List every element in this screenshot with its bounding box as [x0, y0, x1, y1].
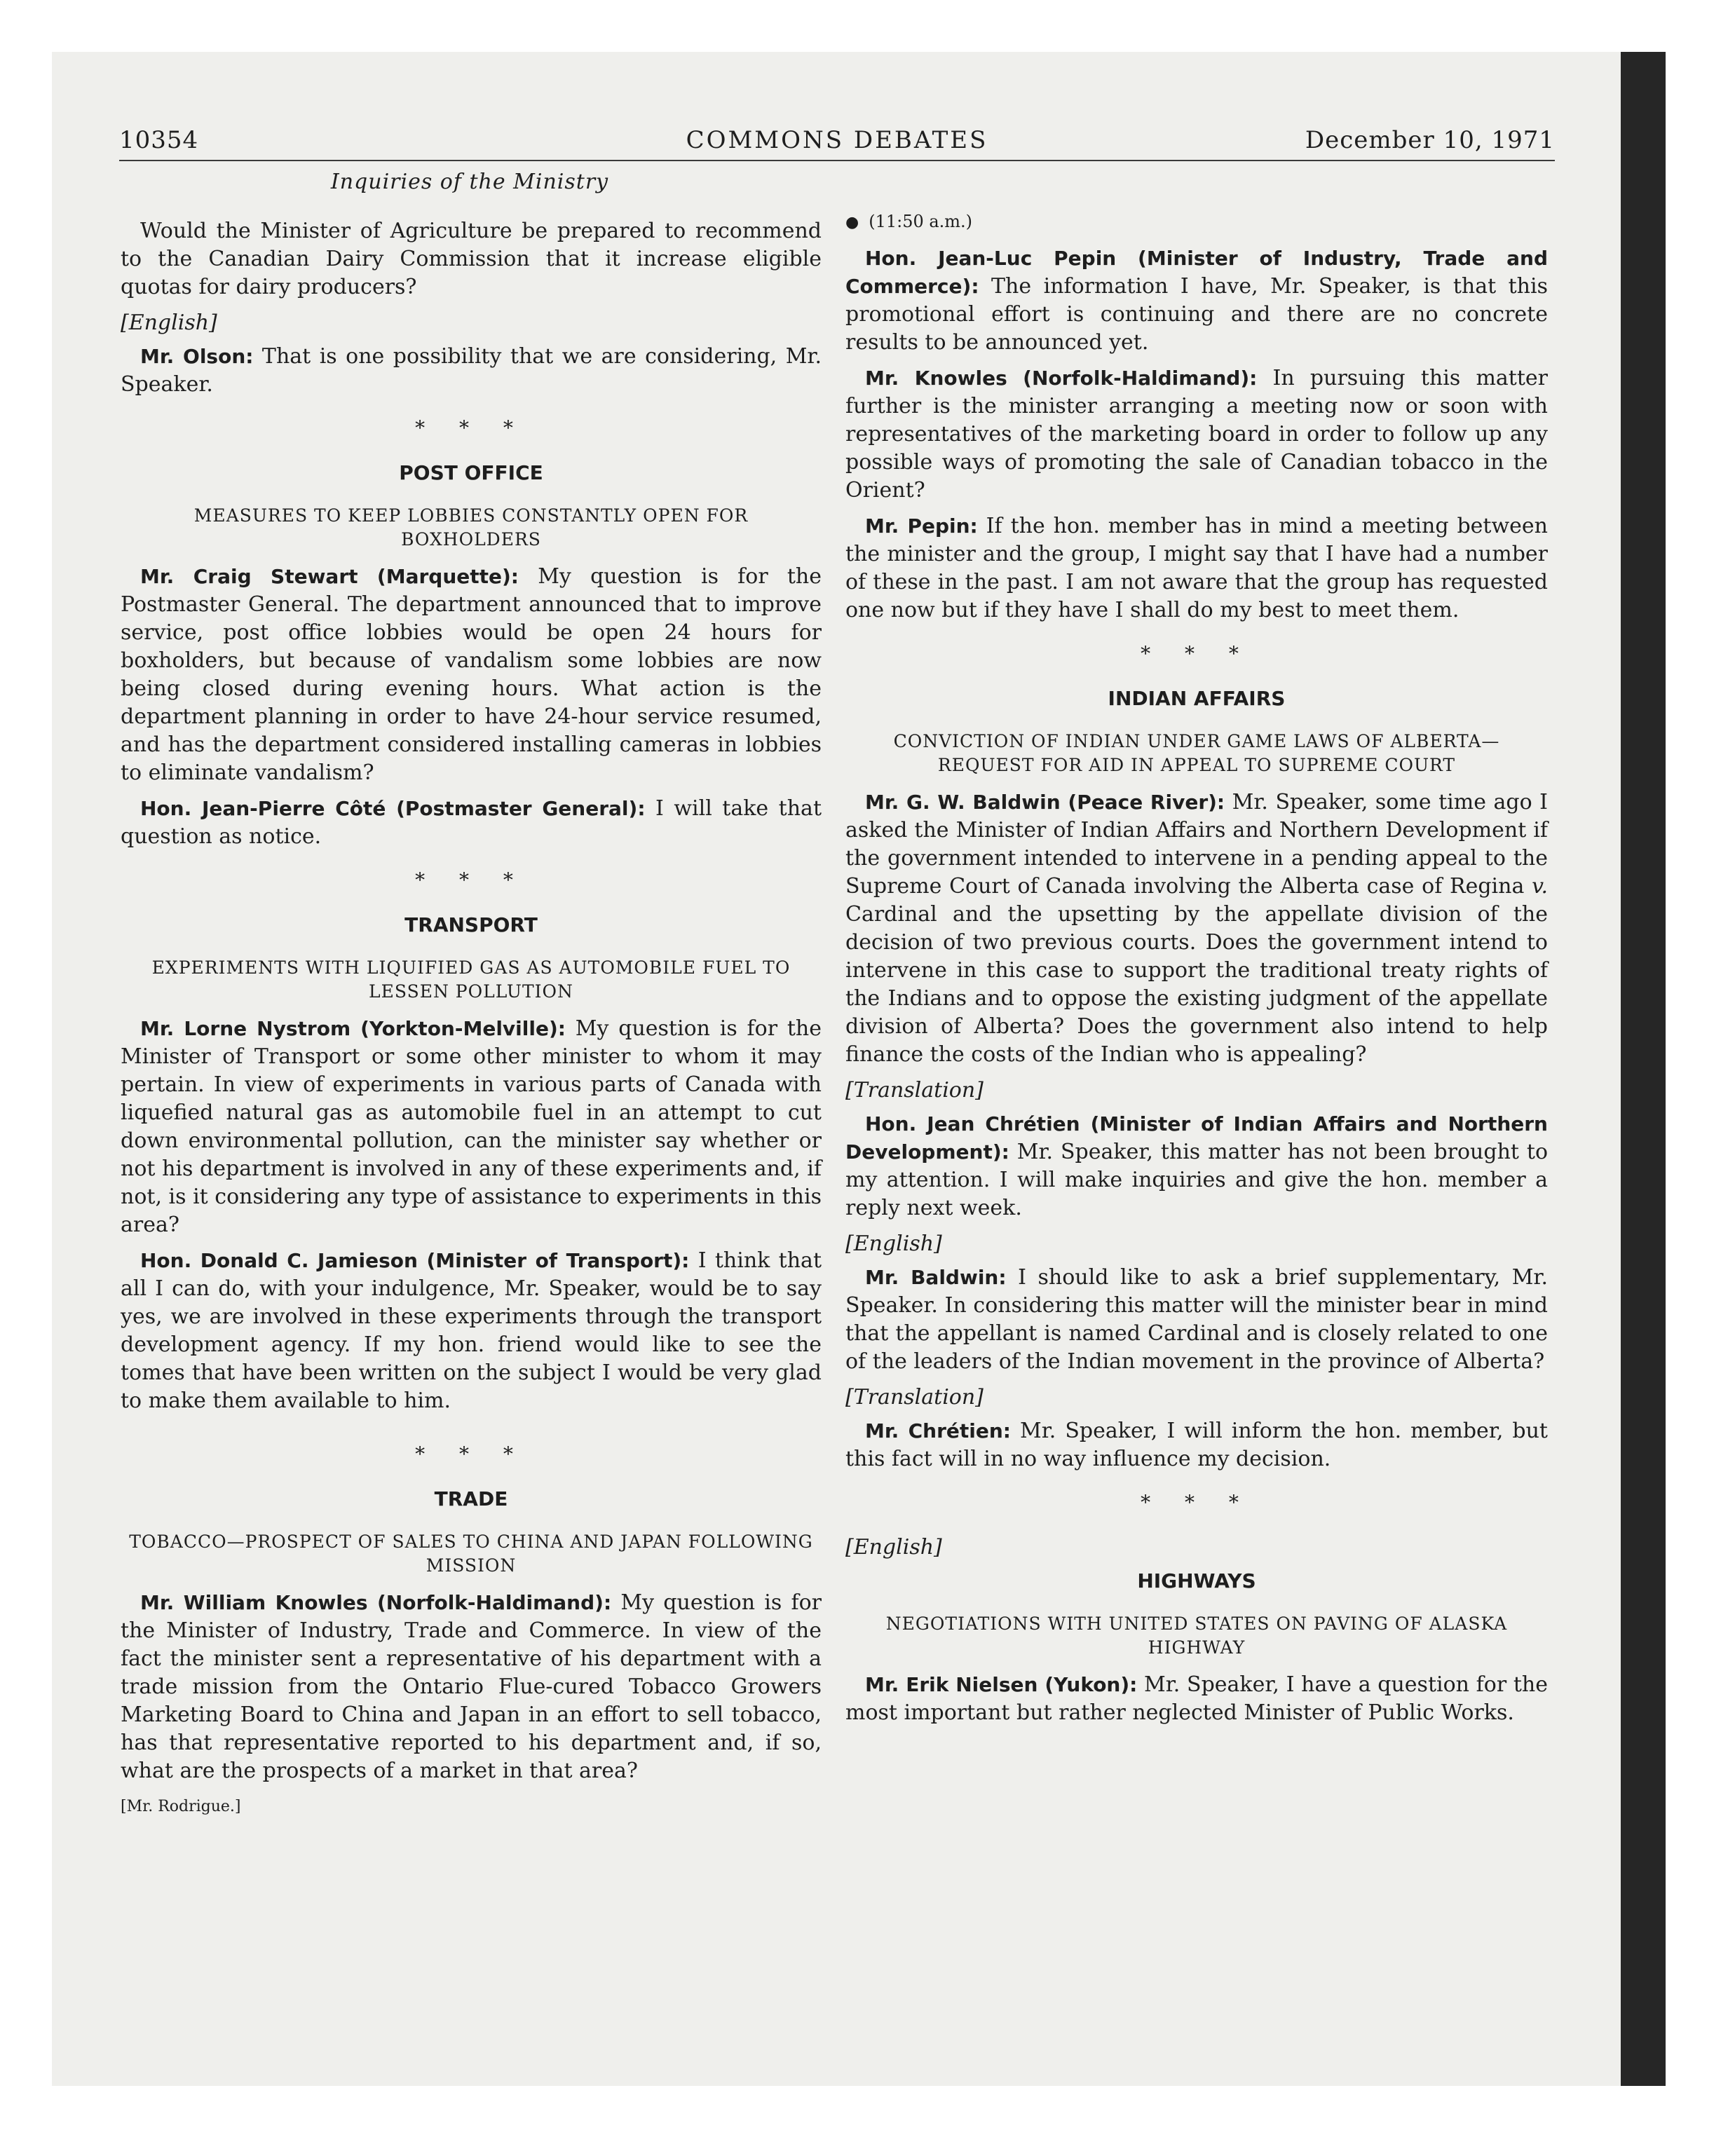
- topic-heading: EXPERIMENTS WITH LIQUIFIED GAS AS AUTOMOBILE FUEL TO LESSEN POLLUTION: [151, 957, 791, 1002]
- speech-nystrom: [121, 1015, 822, 1239]
- section-heading-indian-affairs: INDIAN AFFAIRS: [1108, 687, 1286, 710]
- speech-jamieson: [121, 1247, 822, 1415]
- speech-text: My question is for the Minister of Industry, Trade and Commerce. In view of the fact the minister sent a representative of his department with a trade mission from the Ontario Flue-cured Tobacco Growers Marketing Board to China and Japan in an effort to sell tobacco, has that representative reported to his department and, if so, what are the prospects of a market in that area?: [121, 1590, 822, 1783]
- footnote: [Mr. Rodrigue.]: [121, 1798, 241, 1815]
- language-marker: [English]: [845, 1231, 942, 1256]
- speech-text: Mr. Speaker, this matter has not been brought to my attention. I will make inquiries and give the hon. member a reply next week.: [845, 1140, 1548, 1220]
- speech-nielsen: [845, 1671, 1548, 1727]
- speaker-name: Hon. Jean Chrétien (Minister of Indian Affairs and Northern Development):: [845, 1112, 1548, 1164]
- speaker-name: Mr. G. W. Baldwin (Peace River):: [865, 791, 1225, 814]
- case-versus: v.: [1532, 874, 1548, 899]
- page-header: [119, 126, 1555, 163]
- speech-knowles: [121, 1589, 822, 1785]
- speech-text: I will take that question as notice.: [121, 796, 822, 849]
- page-number: 10354: [119, 126, 199, 154]
- section-heading-trade: TRADE: [434, 1487, 508, 1510]
- speaker-name: Mr. Craig Stewart (Marquette):: [140, 565, 519, 588]
- speaker-name: Mr. William Knowles (Norfolk-Haldimand):: [140, 1591, 612, 1614]
- speaker-name: Mr. Knowles (Norfolk-Haldimand):: [865, 367, 1258, 390]
- topic-heading: CONVICTION OF INDIAN UNDER GAME LAWS OF ALBERTA—REQUEST FOR AID IN APPEAL TO SUPREME COURT: [893, 731, 1500, 775]
- speech-text: My question is for the Postmaster General. The department announced that to improve service, post office lobbies would be open 24 hours for boxholders, but because of vandalism some lobbies are now being closed during evening hours. What action is the department planning in order to have 24-hour service resumed, and has the department considered installing cameras in lobbies to eliminate vandalism?: [121, 564, 822, 785]
- speech-olson: [121, 343, 822, 399]
- speaker-name: Mr. Chrétien:: [865, 1419, 1011, 1442]
- speech-text: That is one possibility that we are considering, Mr. Speaker.: [121, 344, 822, 397]
- speech-pepin: [845, 245, 1548, 357]
- topic-heading: NEGOTIATIONS WITH UNITED STATES ON PAVING OF ALASKA HIGHWAY: [885, 1613, 1508, 1658]
- speech-text: In pursuing this matter further is the minister arranging a meeting now or soon with representatives of the marketing board in order to follow up any possible ways of promoting the sale of Canadian tobacco in the Orient?: [845, 366, 1548, 503]
- language-marker: [Translation]: [845, 1385, 984, 1410]
- running-subheading: Inquiries of the Ministry: [330, 170, 609, 194]
- speech-text: Cardinal and the upsetting by the appellate division of the decision of two previous courts. Does the government intend to intervene in this case to support the traditional treaty rights of the Indians and to oppose the existing judgment of the appellate division of Alberta? Does the government also intend to help finance the costs of the Indian who is appealing?: [845, 902, 1548, 1067]
- section-separator: * * *: [415, 1442, 527, 1466]
- section-separator: * * *: [1141, 1491, 1253, 1514]
- timestamp: [845, 207, 1548, 237]
- section-separator: * * *: [415, 868, 527, 892]
- speaker-name: Hon. Donald C. Jamieson (Minister of Transport):: [140, 1249, 690, 1272]
- speaker-name: Mr. Baldwin:: [865, 1266, 1007, 1289]
- speech-baldwin: [845, 789, 1548, 1069]
- speech-baldwin-2: [845, 1264, 1548, 1376]
- section-heading-transport: TRANSPORT: [404, 913, 538, 936]
- speech-cote: [121, 795, 822, 851]
- topic-heading: TOBACCO—PROSPECT OF SALES TO CHINA AND JAPAN FOLLOWING MISSION: [129, 1531, 813, 1576]
- speech-chretien-2: [845, 1417, 1548, 1473]
- speech-text: Mr. Speaker, I have a question for the most important but rather neglected Minister of Public Works.: [845, 1672, 1548, 1725]
- section-separator: * * *: [415, 416, 527, 439]
- speech-text: I should like to ask a brief supplementary, Mr. Speaker. In considering this matter will the minister bear in mind that the appellant is named Cardinal and is closely related to one of the leaders of the Indian movement in the province of Alberta?: [845, 1265, 1548, 1374]
- timestamp-text: (11:50 a.m.): [869, 212, 973, 231]
- speech-text: If the hon. member has in mind a meeting between the minister and the group, I might say that I have had a number of these in the past. I am not aware that the group has requested one now but if they have I shall do my best to meet them.: [845, 514, 1548, 622]
- speech-text: Mr. Speaker, some time ago I asked the Minister of Indian Affairs and Northern Development if the government intended to intervene in a pending appeal to the Supreme Court of Canada involving the Alberta case of Regina: [845, 790, 1549, 899]
- language-marker: [English]: [845, 1535, 942, 1560]
- speech-text: The information I have, Mr. Speaker, is that this promotional effort is continuing and there are no concrete results to be announced yet.: [845, 274, 1548, 355]
- topic-heading: MEASURES TO KEEP LOBBIES CONSTANTLY OPEN FOR BOXHOLDERS: [193, 505, 749, 550]
- paragraph: Would the Minister of Agriculture be prepared to recommend to the Canadian Dairy Commission that it increase eligible quotas for dairy producers?: [121, 219, 822, 299]
- scan-edge-shadow: [1621, 52, 1666, 2086]
- language-marker: [Translation]: [845, 1078, 984, 1103]
- section-heading-highways: HIGHWAYS: [1137, 1569, 1256, 1592]
- right-column: [845, 207, 1548, 1735]
- speech-text: My question is for the Minister of Transport or some other minister to whom it may pertain. In view of experiments in various parts of Canada with liquefied natural gas as automobile fuel in an attempt to cut down environmental pollution, can the minister say whether or not his department is involved in any of these experiments and, if not, is it considering any type of assistance to experiments in this area?: [121, 1016, 822, 1237]
- publication-date: December 10, 1971: [1305, 126, 1555, 154]
- publication-title: COMMONS DEBATES: [686, 126, 988, 154]
- section-heading-post-office: POST OFFICE: [399, 461, 543, 484]
- speaker-name: Mr. Lorne Nystrom (Yorkton-Melville):: [140, 1017, 566, 1040]
- speaker-name: Mr. Pepin:: [865, 514, 978, 538]
- speech-text: Mr. Speaker, I will inform the hon. member, but this fact will in no way influence my decision.: [845, 1419, 1548, 1471]
- speaker-name: Hon. Jean-Luc Pepin (Minister of Industry, Trade and Commerce):: [845, 247, 1548, 298]
- left-column: [121, 217, 822, 1829]
- bullet-icon: ●: [845, 214, 859, 231]
- speech-text: I think that all I can do, with your indulgence, Mr. Speaker, would be to say yes, we are involved in these experiments through the transport development agency. If my hon. friend would like to see the tomes that have been written on the subject I would be very glad to make them available to him.: [121, 1248, 822, 1413]
- speaker-name: Mr. Erik Nielsen (Yukon):: [865, 1673, 1138, 1696]
- speech-stewart: [121, 563, 822, 787]
- speech-knowles-2: [845, 364, 1548, 505]
- language-marker: [English]: [121, 311, 217, 335]
- speech-pepin-2: [845, 512, 1548, 625]
- speech-chretien: [845, 1110, 1548, 1222]
- speaker-name: Mr. Olson:: [140, 345, 254, 368]
- section-separator: * * *: [1141, 642, 1253, 665]
- speaker-name: Hon. Jean-Pierre Côté (Postmaster General):: [140, 797, 646, 820]
- header-rule: [119, 160, 1555, 161]
